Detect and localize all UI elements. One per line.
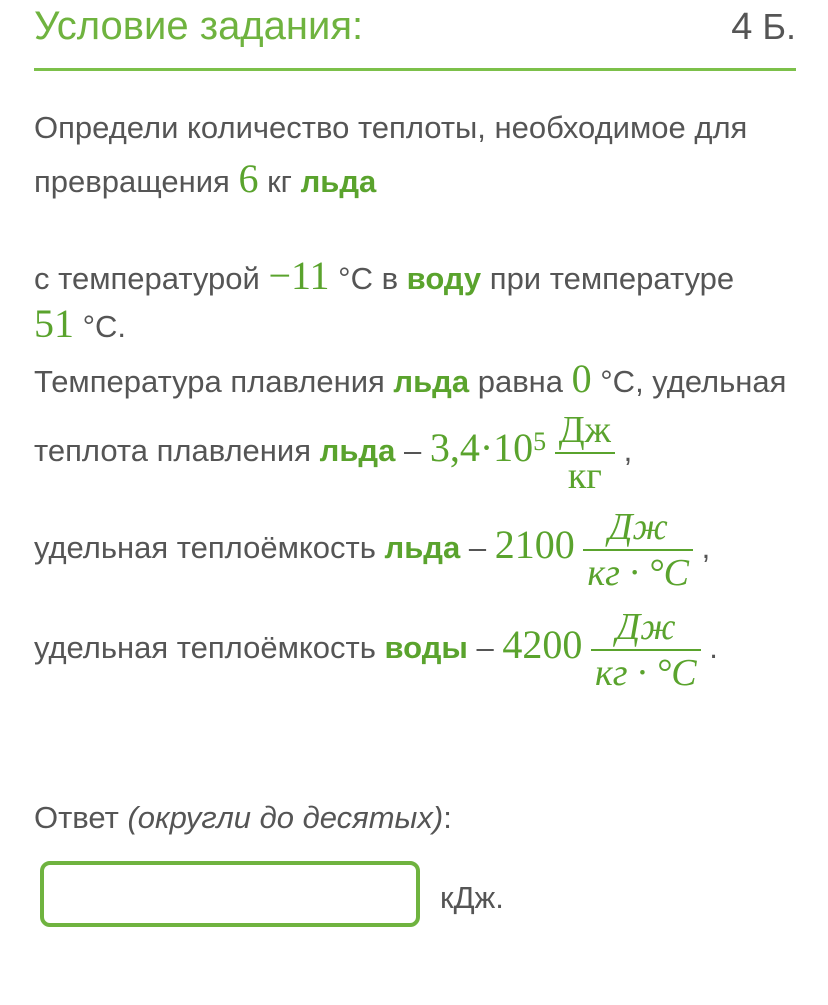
- substance-ice: льда: [384, 530, 461, 566]
- latent-heat-unit: [555, 408, 615, 498]
- problem-line-3: [34, 252, 734, 299]
- task-header: [34, 0, 796, 71]
- dash: –: [468, 530, 487, 566]
- punctuation: .: [709, 630, 718, 666]
- dash: –: [403, 433, 422, 469]
- substance-water: воду: [406, 261, 482, 296]
- mass-unit: кг: [267, 164, 292, 199]
- dash: –: [476, 630, 494, 666]
- substance-water: воды: [384, 630, 468, 666]
- initial-temperature: −11: [268, 253, 330, 298]
- problem-line-8: [34, 605, 718, 695]
- problem-text: удельная теплоёмкость: [34, 630, 376, 666]
- problem-text: равна: [477, 364, 564, 399]
- substance-ice: льда: [319, 433, 396, 469]
- final-temperature: 51: [34, 301, 74, 346]
- problem-line-5: [34, 355, 786, 402]
- substance-ice: льда: [393, 364, 470, 399]
- substance-ice: льда: [300, 164, 377, 199]
- problem-text: °С в: [338, 261, 399, 296]
- water-heat-capacity-unit: [591, 605, 701, 695]
- unit-denominator: кг: [567, 455, 602, 497]
- task-title: Условие задания:: [34, 4, 364, 48]
- problem-text: °С, удельная: [600, 364, 787, 399]
- problem-line-6: [34, 408, 632, 498]
- problem-text: при температуре: [489, 261, 735, 296]
- melting-temperature: 0: [571, 356, 592, 401]
- points-value: 4: [731, 6, 753, 48]
- unit-denominator: кг · °С: [594, 652, 697, 694]
- problem-text: теплота плавления: [34, 433, 312, 469]
- ice-heat-capacity: 2100: [494, 522, 575, 568]
- answer-label: [34, 800, 452, 836]
- ice-heat-capacity-unit: [583, 505, 693, 595]
- answer-hint: (округли до десятых): [127, 800, 444, 835]
- task-points: [731, 6, 796, 49]
- problem-text: с температурой: [34, 261, 260, 296]
- problem-line-1: [34, 110, 747, 146]
- problem-text: превращения: [34, 164, 230, 199]
- answer-label-text: Ответ: [34, 800, 119, 835]
- mass-value: 6: [238, 156, 259, 201]
- problem-text: Определи количество теплоты, необходимое для: [34, 110, 748, 145]
- answer-input[interactable]: [40, 861, 420, 927]
- punctuation: ,: [701, 530, 711, 566]
- punctuation: ,: [623, 433, 633, 469]
- answer-colon: :: [443, 800, 452, 835]
- problem-text: удельная теплоёмкость: [34, 530, 376, 566]
- water-heat-capacity: 4200: [502, 622, 583, 668]
- unit-numerator: Дж: [591, 605, 701, 651]
- unit-numerator: Дж: [555, 408, 615, 454]
- unit-numerator: Дж: [583, 505, 693, 551]
- latent-heat-exponent: 5: [533, 426, 547, 456]
- problem-line-4: [34, 300, 126, 347]
- latent-heat-coefficient: 3,4·10: [429, 425, 534, 471]
- points-unit: Б.: [762, 6, 796, 47]
- unit-denominator: кг · °С: [587, 552, 689, 594]
- problem-text: Температура плавления: [34, 364, 385, 399]
- answer-unit: кДж.: [440, 880, 504, 915]
- problem-text: °С.: [82, 309, 127, 344]
- problem-line-7: [34, 505, 710, 595]
- problem-line-2: [34, 155, 376, 202]
